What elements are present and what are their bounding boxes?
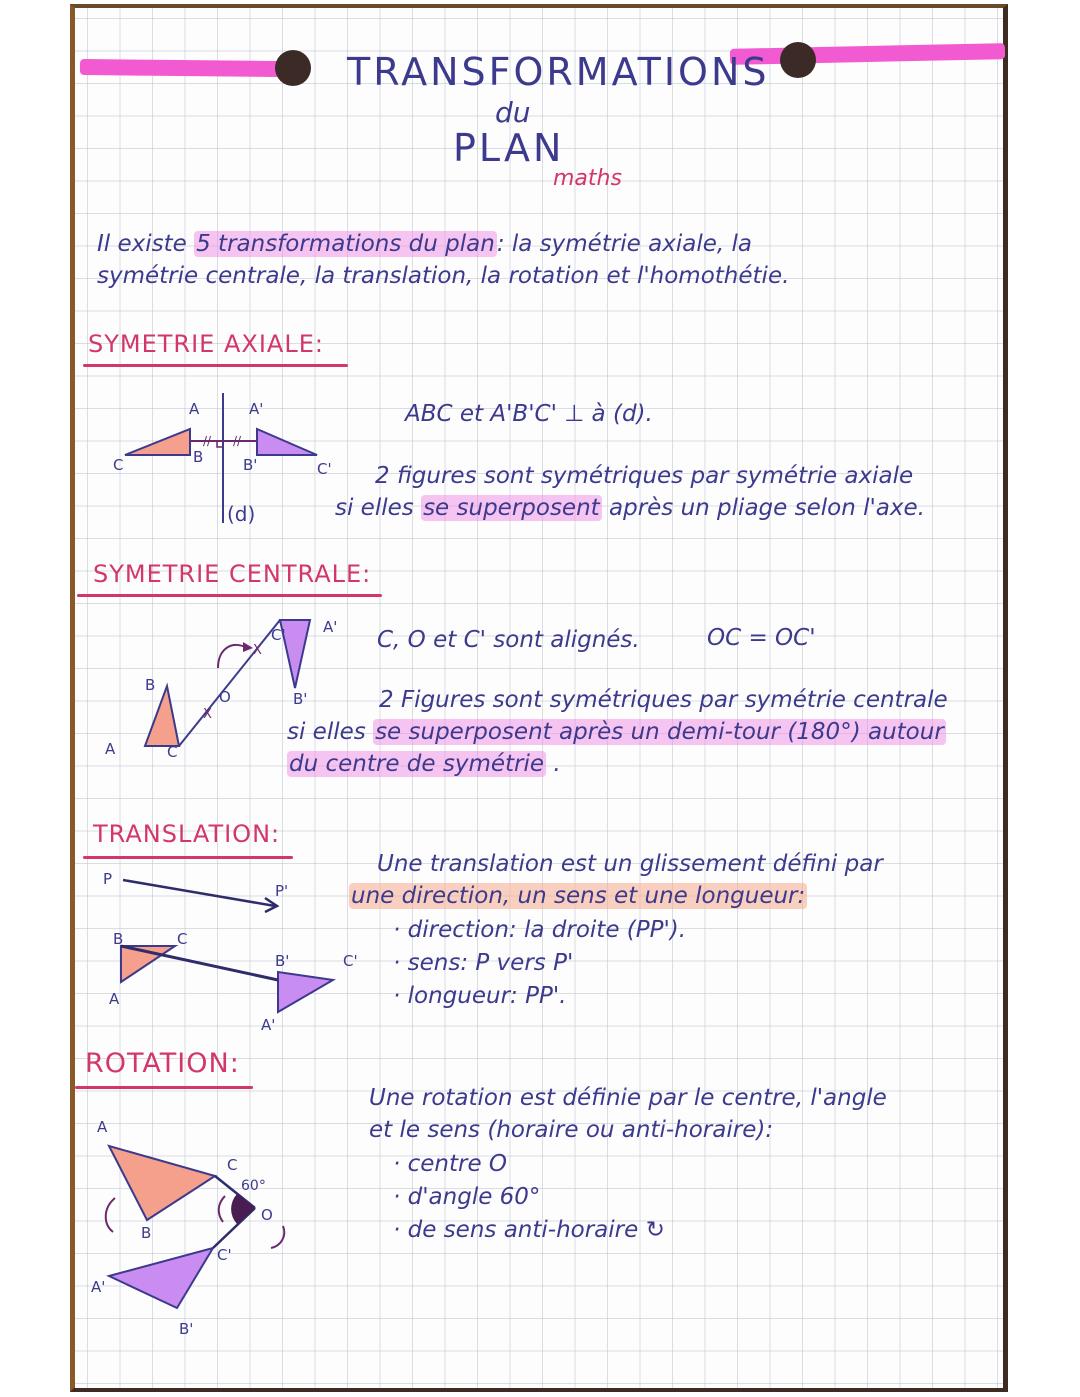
label-C-prime: C': [317, 460, 332, 478]
label-P: P: [103, 870, 113, 888]
heading-underline: [83, 364, 348, 367]
section-heading-rotation: ROTATION:: [85, 1048, 240, 1079]
label-C-prime: C': [271, 626, 286, 644]
punch-hole-left: [275, 50, 311, 86]
highlighter-bar-left: [80, 59, 280, 77]
heading-underline: [75, 1086, 253, 1089]
label-C: C: [227, 1156, 238, 1174]
label-C: C: [167, 743, 178, 761]
central-definition: [287, 684, 948, 780]
label-C: C: [177, 930, 188, 948]
central-def-line1: 2 Figures sont symétriques par symétrie centrale: [379, 687, 948, 713]
section-heading-central: SYMETRIE CENTRALE:: [93, 560, 372, 588]
svg-text:X: X: [203, 707, 212, 722]
svg-text:X: X: [253, 643, 262, 658]
intro-line2: symétrie centrale, la translation, la rotation et l'homothétie.: [97, 263, 790, 289]
axial-def-suffix: après un pliage selon l'axe.: [601, 495, 925, 521]
label-A: A: [105, 740, 116, 758]
bullet-item: · sens: P vers P': [393, 950, 574, 976]
central-fact-aligned: C, O et C' sont alignés.: [377, 627, 640, 653]
title-connector: du: [495, 96, 531, 129]
heading-underline: [83, 856, 293, 859]
bullet-text: sens: P vers P': [407, 950, 574, 976]
label-C: C: [113, 456, 124, 474]
rotation-definition: [369, 1082, 887, 1146]
bullet-item: · longueur: PP'.: [393, 983, 567, 1009]
label-A-prime: A': [261, 1016, 276, 1034]
translation-definition: [351, 848, 883, 912]
rotation-bullets: [393, 1148, 665, 1247]
bullet-text: direction: la droite (PP').: [407, 917, 687, 943]
label-C-prime: C': [343, 952, 358, 970]
bullet-item: · de sens anti-horaire ↻: [393, 1217, 665, 1243]
svg-text://: //: [203, 434, 212, 448]
label-B-prime: B': [179, 1320, 194, 1338]
label-P-prime: P': [275, 882, 289, 900]
intro-paragraph: [97, 228, 789, 292]
translation-def-line1: Une translation est un glissement défini par: [377, 851, 883, 877]
grid-paper-sheet: [75, 8, 1003, 1388]
central-def-highlight: se superposent après un demi-tour (180°) autour: [375, 719, 944, 745]
heading-underline: [77, 594, 382, 597]
translation-def-line2: une direction, un sens et une longueur:: [351, 883, 806, 909]
translation-bullets: [393, 914, 686, 1013]
bullet-item: · direction: la droite (PP').: [393, 917, 687, 943]
bullet-text: de sens anti-horaire ↻: [407, 1217, 665, 1243]
intro-suffix: : la symétrie axiale, la: [496, 231, 752, 257]
label-C-prime: C': [217, 1246, 232, 1264]
label-B-prime: B': [243, 456, 258, 474]
angle-label: 60°: [241, 1178, 266, 1194]
intro-highlight: 5 transformations du plan: [196, 231, 495, 257]
rotation-figure: [95, 1108, 355, 1348]
label-A-prime: A': [323, 618, 338, 636]
section-heading-axial: SYMETRIE AXIALE:: [88, 330, 324, 358]
axial-definition: [335, 460, 925, 524]
label-A: A: [97, 1118, 108, 1136]
label-A: A: [109, 990, 120, 1008]
axis-label: (d): [227, 502, 256, 526]
bullet-text: longueur: PP'.: [407, 983, 567, 1009]
page-title: TRANSFORMATIONS: [347, 50, 770, 94]
rotation-def-line1: Une rotation est définie par le centre, l'angle: [369, 1085, 887, 1111]
svg-text://: //: [233, 434, 242, 448]
label-O: O: [219, 688, 231, 706]
rotation-def-line2: et le sens (horaire ou anti-horaire):: [369, 1117, 774, 1143]
label-B: B: [193, 448, 204, 466]
label-A-prime: A': [249, 400, 264, 418]
central-fact-equal: OC = OC': [707, 625, 816, 651]
bullet-text: d'angle 60°: [407, 1184, 541, 1210]
section-heading-translation: TRANSLATION:: [93, 820, 281, 848]
highlighter-bar-right: [730, 43, 1005, 65]
label-B: B: [145, 676, 156, 694]
label-A-prime: A': [91, 1278, 106, 1296]
label-A: A: [189, 400, 200, 418]
intro-prefix: Il existe: [97, 231, 195, 257]
page-subtitle: PLAN: [453, 126, 565, 170]
label-B-prime: B': [293, 690, 308, 708]
label-O: O: [261, 1206, 273, 1224]
central-def-prefix: si elles: [287, 719, 374, 745]
central-def-suffix: .: [546, 751, 561, 777]
label-B-prime: B': [275, 952, 290, 970]
bullet-item: · centre O: [393, 1151, 508, 1177]
axial-def-prefix: si elles: [335, 495, 422, 521]
axial-fact: ABC et A'B'C' ⊥ à (d).: [405, 401, 653, 427]
label-B: B: [113, 930, 124, 948]
bullet-text: centre O: [407, 1151, 508, 1177]
translation-figure: [115, 868, 375, 1028]
bullet-item: · d'angle 60°: [393, 1184, 541, 1210]
axial-def-highlight: se superposent: [423, 495, 600, 521]
central-def-highlight-2: du centre de symétrie: [289, 751, 545, 777]
punch-hole-right: [780, 42, 816, 78]
subject-label: maths: [553, 166, 622, 191]
axial-def-line1: 2 figures sont symétriques par symétrie axiale: [375, 463, 914, 489]
label-B: B: [141, 1224, 152, 1242]
